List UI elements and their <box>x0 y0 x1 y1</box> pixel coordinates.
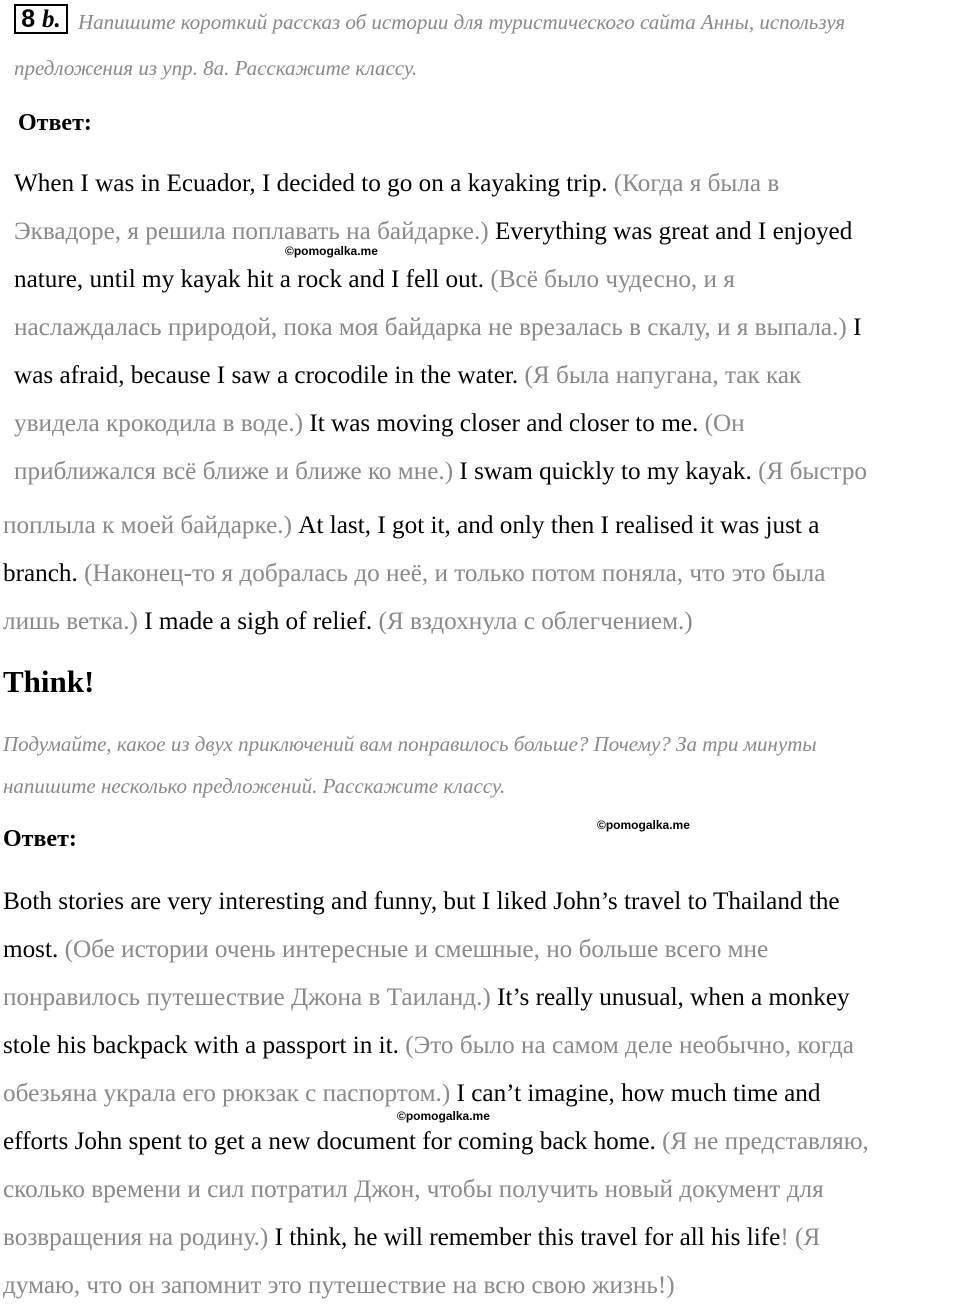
english-text: stole his backpack with a passport in it. <box>3 1032 406 1059</box>
text-line <box>3 1118 869 1166</box>
english-text: When I was in Ecuador, I decided to go on a kayaking trip. <box>14 170 614 197</box>
text-line <box>3 502 825 550</box>
task-number-badge <box>14 4 68 34</box>
russian-translation: лишь ветка.) <box>3 608 145 635</box>
text-line <box>3 974 869 1022</box>
text-line <box>14 448 867 496</box>
answer-1-paragraph-continued <box>3 502 825 646</box>
task-instruction-line1: Напишите короткий рассказ об истории для туристического сайта Анны, используя <box>78 10 846 34</box>
text-line <box>14 304 867 352</box>
english-text: most. <box>3 936 65 963</box>
text-line <box>3 878 869 926</box>
english-text: nature, until my kayak hit a rock and I fell out. <box>14 266 491 293</box>
task-number: 8 <box>21 5 36 33</box>
english-text: It was moving closer and closer to me. <box>309 410 705 437</box>
russian-translation: понравилось путешествие Джона в Таиланд.) <box>3 984 498 1011</box>
russian-translation: (Я была напугана, так как <box>524 362 802 389</box>
text-line <box>14 160 867 208</box>
russian-translation: Эквадоре, я решила поплавать на байдарке.) <box>14 218 495 245</box>
english-text: I think, he will remember this travel for all his life <box>274 1224 781 1251</box>
english-text: I can’t imagine, how much time and <box>456 1080 821 1107</box>
text-line <box>3 1214 869 1262</box>
english-text: I <box>853 314 862 341</box>
answer-2-paragraph <box>3 878 869 1310</box>
russian-translation: (Я быстро <box>758 458 868 485</box>
russian-translation: наслаждалась природой, пока моя байдарка не врезалась в скалу, и я выпала.) <box>14 314 854 341</box>
text-line <box>3 1022 869 1070</box>
task-letter: b. <box>42 6 61 33</box>
text-line <box>14 256 867 304</box>
russian-translation: (Я не представляю, <box>662 1128 869 1155</box>
english-text: Both stories are very interesting and funny, but I liked John’s travel to Thailand the <box>3 888 840 915</box>
text-line <box>14 400 867 448</box>
answer-label-2: Ответ: <box>3 826 77 852</box>
russian-translation: возвращения на родину.) <box>3 1224 275 1251</box>
english-text: It’s really unusual, when a monkey <box>497 984 850 1011</box>
text-line <box>14 352 867 400</box>
english-text: I made a sigh of relief. <box>144 608 379 635</box>
text-line <box>14 208 867 256</box>
russian-translation: сколько времени и сил потратил Джон, чтобы получить новый документ для <box>3 1176 824 1203</box>
russian-translation: (Всё было чудесно, и я <box>490 266 735 293</box>
task-instruction-line2: предложения из упр. 8а. Расскажите классу. <box>14 56 418 80</box>
watermark: ©pomogalka.me <box>285 244 378 258</box>
english-text: was afraid, because I saw a crocodile in the water. <box>14 362 525 389</box>
text-line <box>3 1166 869 1214</box>
text-line <box>3 926 869 974</box>
russian-translation: (Это было на самом деле необычно, когда <box>405 1032 854 1059</box>
text-line <box>3 1262 869 1310</box>
english-text: I swam quickly to my kayak. <box>459 458 759 485</box>
english-text: efforts John spent to get a new document for coming back home. <box>3 1128 663 1155</box>
english-text: branch. <box>3 560 85 587</box>
russian-translation: поплыла к моей байдарке.) <box>3 512 299 539</box>
text-line <box>3 598 825 646</box>
answer-label-1: Ответ: <box>18 110 92 136</box>
english-text: Everything was great and I enjoyed <box>494 218 853 245</box>
think-title: Think! <box>3 664 95 699</box>
russian-translation: (Обе истории очень интересные и смешные, но больше всего мне <box>64 936 769 963</box>
russian-translation: (Когда я была в <box>613 170 780 197</box>
russian-translation: ! (Я <box>780 1224 821 1251</box>
watermark: ©pomogalka.me <box>397 1109 490 1123</box>
text-line <box>3 550 825 598</box>
russian-translation: думаю, что он запомнит это путешествие на всю свою жизнь!) <box>3 1272 675 1299</box>
think-instruction-line2: напишите несколько предложений. Расскажите классу. <box>3 774 506 798</box>
think-instruction-line1: Подумайте, какое из двух приключений вам понравилось больше? Почему? За три минуты <box>3 732 817 756</box>
russian-translation: (Он <box>704 410 745 437</box>
answer-1-paragraph <box>14 160 867 496</box>
russian-translation: обезьяна украла его рюкзак с паспортом.) <box>3 1080 457 1107</box>
english-text: At last, I got it, and only then I realised it was just a <box>298 512 820 539</box>
watermark: ©pomogalka.me <box>597 818 690 832</box>
russian-translation: приближался всё ближе и ближе ко мне.) <box>14 458 460 485</box>
russian-translation: увидела крокодила в воде.) <box>14 410 310 437</box>
russian-translation: (Наконец-то я добралась до неё, и только потом поняла, что это была <box>84 560 826 587</box>
russian-translation: (Я вздохнула с облегчением.) <box>378 608 693 635</box>
